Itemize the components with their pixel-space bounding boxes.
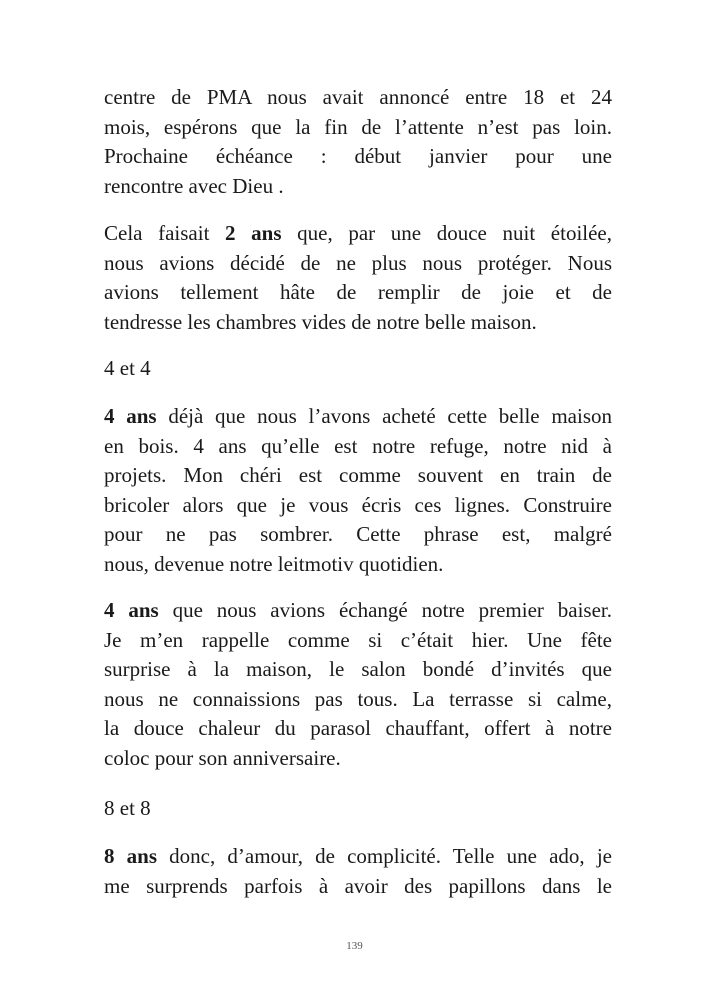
text-line: Prochaine échéance : début janvier pour une — [104, 144, 612, 169]
text-line: 4 et 4 — [104, 356, 151, 380]
text-fragment: donc, d’amour, de complicité. Telle une ado, je — [157, 844, 612, 868]
text-line: surprise à la maison, le salon bondé d’invités que — [104, 657, 612, 682]
text-line: nous avions décidé de ne plus nous protéger. Nous — [104, 250, 612, 275]
text-line: bricoler alors que je vous écris ces lignes. Construire — [104, 492, 612, 517]
bold-phrase: 4 ans — [104, 598, 159, 622]
text-line: projets. Mon chéri est comme souvent en train de — [104, 463, 612, 488]
text-fragment: Cela faisait — [104, 221, 226, 245]
text-line: coloc pour son anniversaire. — [104, 745, 341, 770]
text-fragment: que nous avions échangé notre premier baiser. — [158, 598, 612, 622]
text-line: 8 et 8 — [104, 796, 151, 820]
bold-phrase: 4 ans — [104, 404, 157, 428]
text-line: tendresse les chambres vides de notre belle maison. — [104, 309, 537, 334]
text-line: la douce chaleur du parasol chauffant, offert à notre — [104, 716, 612, 741]
text-line: nous ne connaissions pas tous. La terrasse si calme, — [104, 686, 612, 711]
text-line: rencontre avec Dieu . — [104, 173, 284, 198]
text-line: centre de PMA nous avait annoncé entre 18 et 24 — [104, 85, 612, 109]
text-line: en bois. 4 ans qu’elle est notre refuge, notre nid à — [104, 433, 612, 458]
text-line — [104, 596, 612, 626]
text-line: Je m’en rappelle comme si c’était hier. Une fête — [104, 627, 612, 652]
text-line: avions tellement hâte de remplir de joie et de — [104, 280, 612, 305]
bold-phrase: 2 ans — [225, 221, 282, 245]
bold-phrase: 8 ans — [104, 844, 158, 868]
text-fragment: que, par une douce nuit étoilée, — [281, 221, 613, 245]
text-line: me surprends parfois à avoir des papillons dans le — [104, 873, 612, 898]
paragraph — [104, 596, 612, 774]
text-line: mois, espérons que la fin de l’attente n’est pas loin. — [104, 114, 612, 139]
text-line — [104, 219, 612, 249]
page-number: 139 — [346, 940, 363, 952]
section-marker — [104, 354, 612, 384]
section-marker — [104, 794, 612, 824]
text-line — [104, 842, 612, 872]
text-line: pour ne pas sombrer. Cette phrase est, malgré — [104, 522, 612, 547]
text-line — [104, 402, 612, 432]
paragraph — [104, 219, 612, 337]
text-fragment: déjà que nous l’avons acheté cette belle maison — [156, 404, 612, 428]
text-line: nous, devenue notre leitmotiv quotidien. — [104, 551, 444, 576]
paragraph — [104, 83, 612, 201]
paragraph — [104, 842, 612, 901]
paragraph — [104, 402, 612, 580]
